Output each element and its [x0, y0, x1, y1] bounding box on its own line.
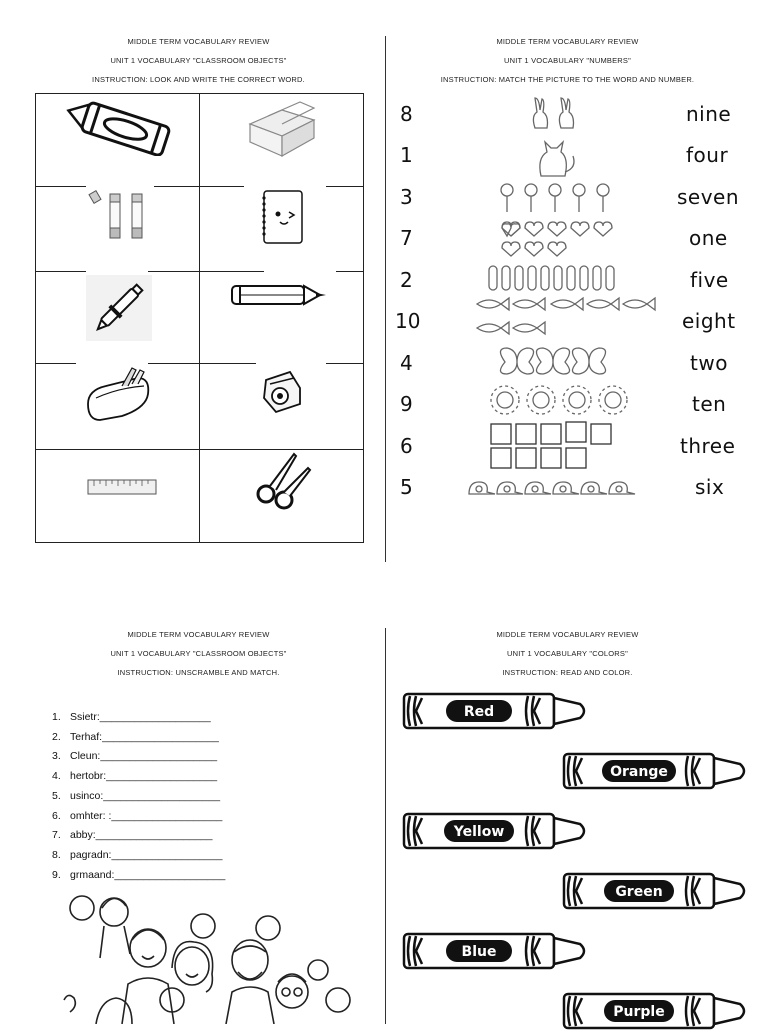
list-item — [52, 750, 217, 762]
glue-sticks-icon — [88, 188, 150, 244]
number-word: five — [690, 268, 729, 292]
number-word: ten — [692, 392, 727, 416]
family-illustration — [56, 888, 356, 1024]
counting-pictures — [465, 94, 665, 504]
number-word: one — [689, 226, 728, 250]
heart-icon — [548, 242, 566, 256]
heart-icon — [571, 222, 589, 236]
pen-icon — [86, 275, 152, 341]
crayon-label: Purple — [613, 1004, 665, 1020]
fish-icon — [477, 298, 655, 334]
grid-divider — [336, 271, 363, 272]
item-text: grmaand:___________________ — [70, 869, 226, 881]
item-text: abby:____________________ — [70, 829, 213, 841]
grid-divider — [326, 363, 363, 364]
sharpener-icon — [256, 366, 308, 418]
bl-header-unit: UNIT 1 VOCABULARY "CLASSROOM OBJECTS" — [110, 649, 287, 658]
rabbit-icon — [533, 98, 547, 128]
item-number: 4. — [52, 770, 61, 782]
heart-icon — [594, 222, 612, 236]
item-number: 2. — [52, 731, 61, 743]
answer-circle — [326, 988, 350, 1012]
crayon-label: Green — [615, 884, 663, 900]
number-word: six — [695, 475, 725, 499]
answer-circle — [256, 916, 280, 940]
crayon-blue — [402, 930, 592, 972]
paperclip-icon — [489, 266, 614, 290]
number-word: two — [690, 351, 728, 375]
grid-divider — [148, 271, 264, 272]
flower-icon — [573, 184, 585, 212]
number-label: 7 — [400, 226, 413, 250]
pencil-case-icon — [82, 364, 154, 426]
number-label: 5 — [400, 475, 413, 499]
item-text: Cleun:____________________ — [70, 750, 218, 762]
heart-icon — [502, 242, 520, 256]
scissors-icon — [254, 450, 314, 512]
item-text: usinco:____________________ — [70, 790, 221, 802]
butterfly-icon — [500, 348, 605, 374]
list-item — [52, 770, 217, 782]
number-label: 10 — [395, 309, 421, 333]
pencil-icon — [230, 280, 334, 310]
list-item — [52, 829, 212, 841]
grid-divider — [148, 363, 256, 364]
number-word: nine — [686, 102, 732, 126]
crayon-label: Yellow — [453, 824, 505, 840]
crayon-orange — [562, 750, 752, 792]
br-header-unit: UNIT 1 VOCABULARY "COLORS" — [507, 649, 628, 658]
br-header-instruction: INSTRUCTION: READ AND COLOR. — [502, 668, 633, 677]
tr-header-unit: UNIT 1 VOCABULARY "NUMBERS" — [503, 56, 631, 65]
tl-header-instruction: INSTRUCTION: LOOK AND WRITE THE CORRECT WORD. — [92, 75, 305, 84]
number-label: 6 — [400, 434, 413, 458]
square-icon — [491, 422, 611, 468]
item-number: 9. — [52, 869, 61, 881]
tl-header-title: MIDDLE TERM VOCABULARY REVIEW — [127, 37, 270, 46]
item-number: 7. — [52, 829, 61, 841]
number-word: three — [680, 434, 736, 458]
rabbit-icon — [559, 98, 573, 128]
grid-divider — [199, 94, 200, 542]
item-number: 8. — [52, 849, 61, 861]
item-text: Terhaf:____________________ — [70, 731, 219, 743]
heart-icon — [525, 242, 543, 256]
number-label: 1 — [400, 143, 413, 167]
number-label: 4 — [400, 351, 413, 375]
list-item — [52, 711, 211, 723]
classroom-objects-grid — [35, 93, 364, 543]
grid-divider — [36, 271, 86, 272]
grid-divider — [154, 186, 244, 187]
list-item — [52, 869, 225, 881]
grid-divider — [36, 363, 76, 364]
crayon-label: Red — [463, 704, 495, 720]
flower-icon — [549, 184, 561, 212]
eraser-icon — [242, 96, 322, 160]
notebook-icon — [258, 188, 308, 246]
answer-circle — [70, 896, 94, 920]
crayon-icon — [56, 96, 176, 156]
crayon-yellow — [402, 810, 592, 852]
tr-header-instruction: INSTRUCTION: MATCH THE PICTURE TO THE WORD AND NUMBER. — [440, 75, 695, 84]
page-divider — [385, 36, 386, 562]
crayon-green — [562, 870, 752, 912]
list-item — [52, 790, 220, 802]
list-item — [52, 810, 222, 822]
flower-icon — [525, 184, 537, 212]
flower-icon — [501, 184, 513, 212]
number-word: seven — [677, 185, 740, 209]
item-number: 3. — [52, 750, 61, 762]
crayon-red — [402, 690, 592, 732]
crayon-purple — [562, 990, 752, 1032]
cat-icon — [540, 142, 574, 176]
item-text: Ssietr:___________________ — [70, 711, 211, 723]
bl-header-instruction: INSTRUCTION: UNSCRAMBLE AND MATCH. — [117, 668, 280, 677]
answer-circle — [191, 914, 215, 938]
sun-icon — [491, 386, 627, 414]
number-word: four — [686, 143, 729, 167]
item-number: 1. — [52, 711, 61, 723]
ruler-icon — [86, 476, 160, 500]
heart-icon — [548, 222, 566, 236]
snail-icon — [469, 482, 635, 494]
number-word: eight — [682, 309, 736, 333]
number-label: 9 — [400, 392, 413, 416]
list-item — [52, 731, 219, 743]
number-label: 8 — [400, 102, 413, 126]
crayon-label: Orange — [610, 764, 668, 780]
tr-header-title: MIDDLE TERM VOCABULARY REVIEW — [496, 37, 639, 46]
list-item — [52, 849, 222, 861]
grid-divider — [326, 186, 363, 187]
bl-header-title: MIDDLE TERM VOCABULARY REVIEW — [127, 630, 270, 639]
tl-header-unit: UNIT 1 VOCABULARY "CLASSROOM OBJECTS" — [110, 56, 287, 65]
item-text: pagradn:___________________ — [70, 849, 223, 861]
crayon-label: Blue — [461, 944, 497, 960]
item-text: omhter: :___________________ — [70, 810, 223, 822]
br-header-title: MIDDLE TERM VOCABULARY REVIEW — [496, 630, 639, 639]
item-text: hertobr:___________________ — [70, 770, 218, 782]
heart-icon — [525, 222, 543, 236]
flower-icon — [597, 184, 609, 212]
page-divider — [385, 628, 386, 1024]
grid-divider — [36, 186, 86, 187]
item-number: 5. — [52, 790, 61, 802]
item-number: 6. — [52, 810, 61, 822]
number-label: 3 — [400, 185, 413, 209]
number-label: 2 — [400, 268, 413, 292]
